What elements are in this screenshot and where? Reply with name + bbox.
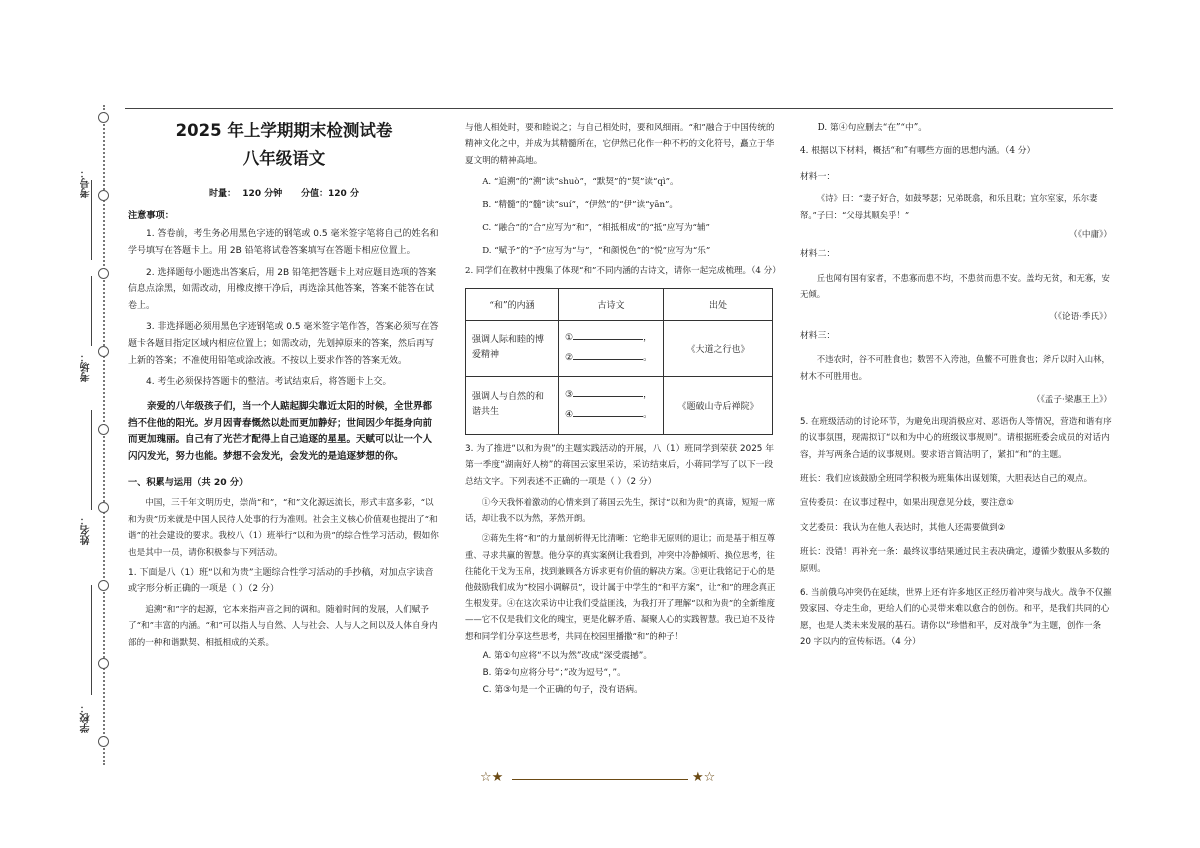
question-2: 2. 同学们在教材中搜集了体现“和”不同内涵的古诗文，请你一起完成梳理。（4 分）	[465, 266, 781, 277]
question-3-passage: ②蒋先生将“和”的力量剖析得无比清晰：它绝非无原则的退让；而是基于相互尊重、寻求共赢的智慧。他分享的真实案例让我看到，冲突中冷静倾听、换位思考，往往能化干戈为玉帛，找到兼顾各方诉求更有价值的解决方案。③更让我铭记于心的是他鼓励我们成为“校园小调解员”，设计属于中学生的“和平方案”，让“和”的理念真正生根发芽。④在这次采访中让我们受益匪浅，为我打开了理解“以和为贵”的全新维度——它不仅是我们文化的瑰宝，更是化解矛盾、凝聚人心的实践智慧。我已迫不及待想和同学们分享这些思考，共同在校园里播撒“和”的种子！	[465, 533, 776, 641]
blank-marker: ①	[565, 333, 574, 344]
section-heading: 一、积累与运用（共 20 分）	[128, 476, 249, 488]
q3-option-a: A. 第①句应将“不以为然”改成“深受震撼”。	[482, 650, 653, 661]
blank-marker: ②	[565, 353, 574, 364]
star-icon: ☆★	[480, 770, 504, 785]
footer-line	[512, 779, 688, 780]
footer-decoration	[480, 770, 720, 788]
material-text: 不违农时，谷不可胜食也；数罟不入洿池，鱼鳖不可胜食也；斧斤以时入山林，材木不可胜用也。	[800, 354, 1110, 381]
q1-option-c: C. “融合”的“合”应写为“和”，“相抵相成”的“抵”应写为“辅”	[482, 222, 710, 233]
note-item: 4. 考生必须保持答题卡的整洁。考试结束后，将答题卡上交。	[146, 377, 392, 388]
table-row: 强调人与自然的和谐共生 ③ ， ④ 。 《题破山寺后禅院》	[466, 376, 773, 434]
question-2-table	[465, 288, 773, 435]
binding-hole	[98, 424, 109, 435]
q1-option-d: D. “赋予”的“予”应写为“与”，“和颜悦色”的“悦”应写为“乐”	[482, 245, 711, 256]
exam-title: 2025 年上学期期末检测试卷	[175, 121, 393, 140]
dialog-line: 班长：我们应该鼓励全班同学积极为班集体出谋划策，大胆表达自己的观点。	[800, 473, 1093, 484]
dialog-line: 文艺委员：我认为在他人表达时，其他人还需要做到②	[800, 522, 1006, 533]
answer-blank[interactable]	[573, 329, 643, 340]
top-rule	[125, 108, 1113, 109]
blank-marker: ③	[565, 390, 574, 401]
question-4: 4. 根据以下材料，概括“和”有哪些方面的思想内涵。（4 分）	[800, 146, 1036, 157]
motto-paragraph: 亲爱的八年级孩子们，当一个人踮起脚尖靠近太阳的时候，全世界都挡不住他的阳光。岁月因青春慨然以赴而更加静好；世间因少年挺身向前而更加瑰丽。自己有了光芒才配得上自己追逐的星星。天赋可以让一个人闪闪发光，努力也能。梦想不会发光，会发光的是追逐梦想的你。	[128, 400, 433, 463]
material-label: 材料二：	[800, 249, 836, 260]
room-label: 考场：	[81, 352, 92, 382]
name-field[interactable]	[91, 410, 92, 510]
material-source: （《孟子·梁惠王上》）	[1031, 395, 1112, 406]
column-left	[128, 120, 440, 651]
column-right	[800, 120, 1112, 651]
binding-hole	[98, 112, 109, 123]
material-label: 材料三：	[800, 331, 836, 342]
dialog-line: 班长：没错！再补充一条：最终议事结果通过民主表决确定，遵循少数服从多数的原则。	[800, 547, 1110, 574]
dialog-line: 宣传委员：在议事过程中，如果出现意见分歧，要注意①	[800, 498, 1014, 509]
material-text: 丘也闻有国有家者，不患寡而患不均，不患贫而患不安。盖均无贫，和无寡，安无倾。	[800, 272, 1110, 300]
room-field[interactable]	[91, 276, 92, 346]
q1-option-b: B. “精髓”的“髓”读“suí”，“伊然”的“伊”读“yān”。	[482, 200, 679, 211]
notes-heading: 注意事项：	[128, 210, 174, 221]
section-intro: 中国，三千年文明历史，崇尚“和”，“和”文化源远流长，形式丰富多彩，“以和为贵”历来就是中国人民待人处事的行为准则。社会主义核心价值观也提出了“和谐”的社会建设的要求。我校八（1）班举行“以和为贵”的综合性学习活动，假如你也是其中一员，请你积极参与下列活动。	[128, 498, 439, 558]
binding-hole	[98, 190, 109, 201]
exam-info: 时量： 120 分钟 分值：120 分	[209, 189, 359, 199]
question-1-passage: 追溯“和”字的起源，它本来指声音之间的调和。随着时间的发展，人们赋予了“和”丰富的内涵。“和”可以指人与自然、人与社会、人与人之间以及人体自身内部的一种和谐默契、相抵相成的关系。	[128, 604, 438, 648]
table-cell-source: 《题破山寺后禅院》	[664, 376, 773, 434]
question-6: 6. 当前俄乌冲突仍在延续，世界上还有许多地区正经历着冲突与战火。战争不仅摧毁家园、夺走生命，更给人们的心灵带来难以愈合的创伤。和平，是我们共同的心愿，也是人类未来发展的基石。请你以“珍惜和平，反对战争”为主题，创作一条 20 字以内的宣传标语。（4 分）	[800, 587, 1112, 648]
table-row: 强调人际和睦的博爱精神 ① ， ② 。 《大道之行也》	[466, 320, 773, 376]
q3-option-c: C. 第③句是一个正确的句子，没有语病。	[482, 684, 643, 695]
note-item: 3. 非选择题必须用黑色字迹钢笔或 0.5 毫米签字笔作答，答案必须写在答题卡各题目指定区域内相应位置上；如需改动，先划掉原来的答案，然后再写上新的答案；不准使用铅笔或涂改液。不按以上要求作答的答案无效。	[128, 322, 439, 366]
binding-hole	[98, 658, 109, 669]
question-1-passage-cont: 与他人相处时，要和睦说之；与自己相处时，要和风细雨。“和”融合于中国传统的精神文化之中，并成为其精髓所在，它伊然已化作一种不朽的文化符号，矗立于华夏文明的精神高地。	[465, 123, 775, 166]
column-middle	[465, 120, 781, 699]
table-cell-meaning: 强调人际和睦的博爱精神	[466, 320, 559, 376]
binding-hole	[98, 346, 109, 357]
exam-subtitle: 八年级语文	[242, 149, 326, 168]
q3-option-d: D. 第④句应删去“在”“中”。	[817, 123, 928, 133]
note-item: 2. 选择题每小题选出答案后，用 2B 铅笔把答题卡上对应题目选项的答案信息点涂黑，如需改动，用橡皮擦干净后，再选涂其他答案，答案不能答在试卷上。	[128, 267, 437, 311]
blank-marker: ④	[565, 410, 574, 421]
table-header: 古诗文	[559, 288, 664, 320]
question-3: 3. 为了推进“以和为贵”的主题实践活动的开展，八（1）班同学到荣获 2025 年第一季度“湖南好人榜”的蒋国云家里采访，采访结束后，小蒋同学写了以下一段总结文字。下列表述不正确的一项是（ ）（2 分）	[465, 443, 774, 487]
question-1: 1. 下面是八（1）班“以和为贵”主题综合性学习活动的手抄稿，对加点字读音或字形分析正确的一项是（ ）（2 分）	[128, 567, 434, 595]
binding-hole	[98, 736, 109, 747]
material-source: （《中庸》）	[1069, 230, 1112, 241]
q1-option-a: A. “追溯”的“溯”读“shuò”，“默契”的“契”读“qì”。	[482, 177, 679, 188]
star-icon: ★☆	[692, 770, 716, 785]
material-label: 材料一：	[800, 171, 836, 182]
table-header: 出处	[664, 288, 773, 320]
binding-hole	[98, 502, 109, 513]
question-5: 5. 在班级活动的讨论环节，为避免出现消极应对、恶语伤人等情况，营造和谐有序的议事氛围，现需拟订“以和为中心的班级议事规则”。请根据班委会成员的对话内容，并写两条合适的议事规则。要求语言简洁明了，紧扣“和”的主题。	[800, 416, 1112, 460]
name-label: 姓名：	[81, 515, 92, 545]
number-field[interactable]	[91, 180, 92, 260]
answer-blank[interactable]	[573, 349, 643, 360]
table-cell-source: 《大道之行也》	[664, 320, 773, 376]
school-label: 学校：	[81, 703, 92, 733]
note-item: 1. 答卷前，考生务必用黑色字迹的钢笔或 0.5 毫米签字笔将自己的姓名和学号填写在答题卡上。用 2B 铅笔将试卷答案填写在答题卡相应位置上。	[128, 229, 439, 256]
table-cell-meaning: 强调人与自然的和谐共生	[466, 376, 559, 434]
answer-blank[interactable]	[573, 406, 643, 417]
binding-hole	[98, 268, 109, 279]
material-source: （《论语·季氏》）	[1049, 311, 1112, 322]
question-3-passage: ①今天我怀着激动的心情来到了蒋国云先生，探讨“以和为贵”的真谛，短短一席话，却让我不以为然，茅然开朗。	[465, 497, 776, 524]
binding-hole	[98, 580, 109, 591]
material-text: 《诗》曰：“妻子好合，如鼓琴瑟；兄弟既翕，和乐且耽；宜尔室家，乐尔妻帑。”子曰：“父母其顺矣乎！”	[800, 193, 1098, 220]
school-field[interactable]	[91, 585, 92, 695]
answer-blank[interactable]	[573, 386, 643, 397]
table-header: “和”的内涵	[466, 288, 559, 320]
q3-option-b: B. 第②句应将分号“；”改为逗号“，”。	[482, 667, 626, 678]
number-label: 考号：	[81, 168, 92, 198]
